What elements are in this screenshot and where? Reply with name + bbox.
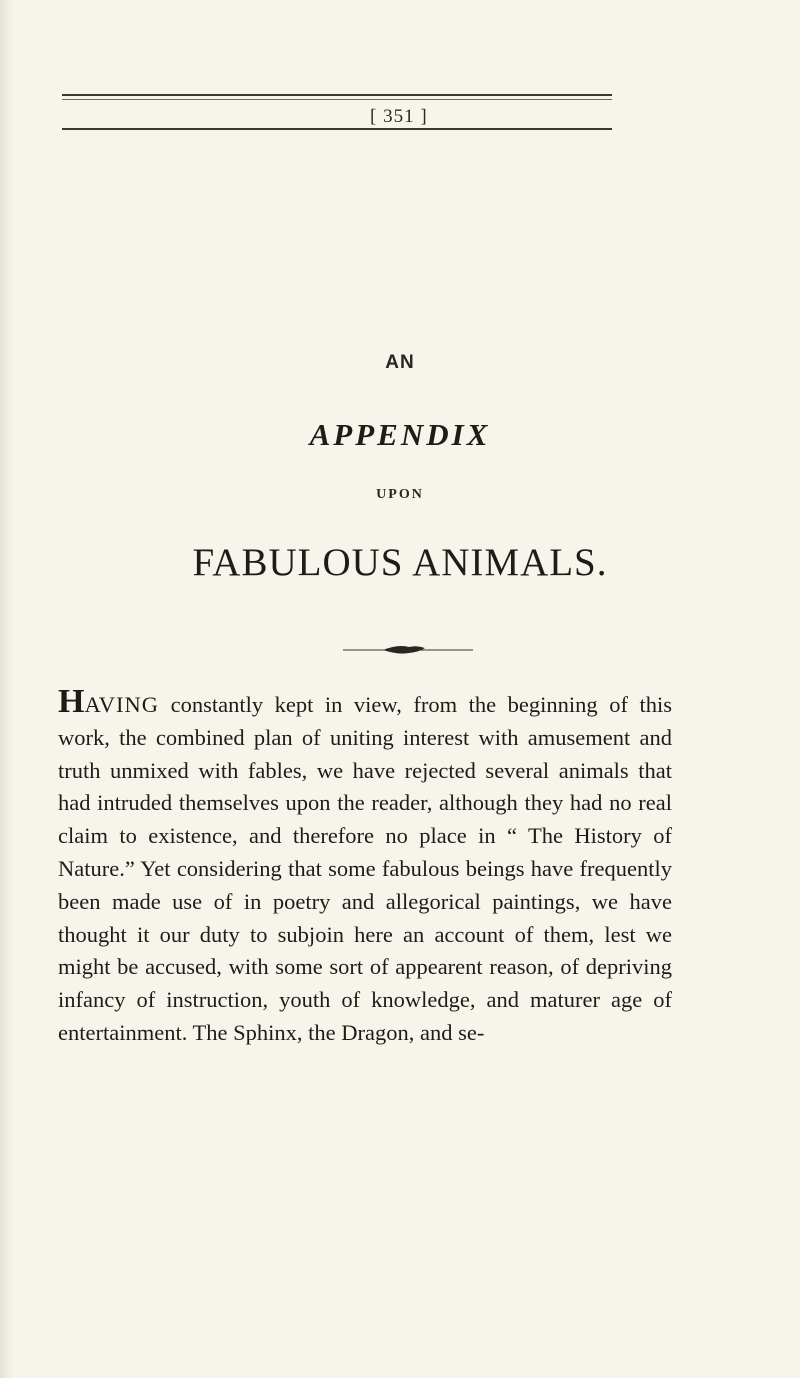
title-subject: FABULOUS ANIMALS. [192,541,608,584]
header-rule-bottom [62,128,612,130]
header-rule-top-thin [62,99,612,100]
page-gutter-edge [0,0,14,1378]
header-rule-top [62,94,612,96]
body-paragraph [58,685,672,1050]
title-preposition: UPON [376,487,424,502]
drop-cap: H [58,683,85,720]
title-article: AN [385,352,415,373]
opening-small-caps: AVING [84,692,160,717]
title-appendix: APPENDIX [309,417,491,452]
body-text: constantly kept in view, from the beginning of this work, the combined plan of uniting interest with amusement and truth unmixed with fables, we have rejected several animals that had intruded themselves upon the reader, although they had no real claim to existence, and therefore no place in “ The History of Nature.” Yet considering that some fabulous beings have frequently been made use of in poetry and allegorical paintings, we have thought it our duty to subjoin here an account of them, lest we might be accused, with some sort of appearent reason, of depriving infancy of instruction, youth of knowledge, and maturer age of entertainment. The Sphinx, the Dragon, and se- [58,692,672,1045]
ornament-rule-icon [343,643,473,657]
page-number: [ 351 ] [370,106,428,127]
